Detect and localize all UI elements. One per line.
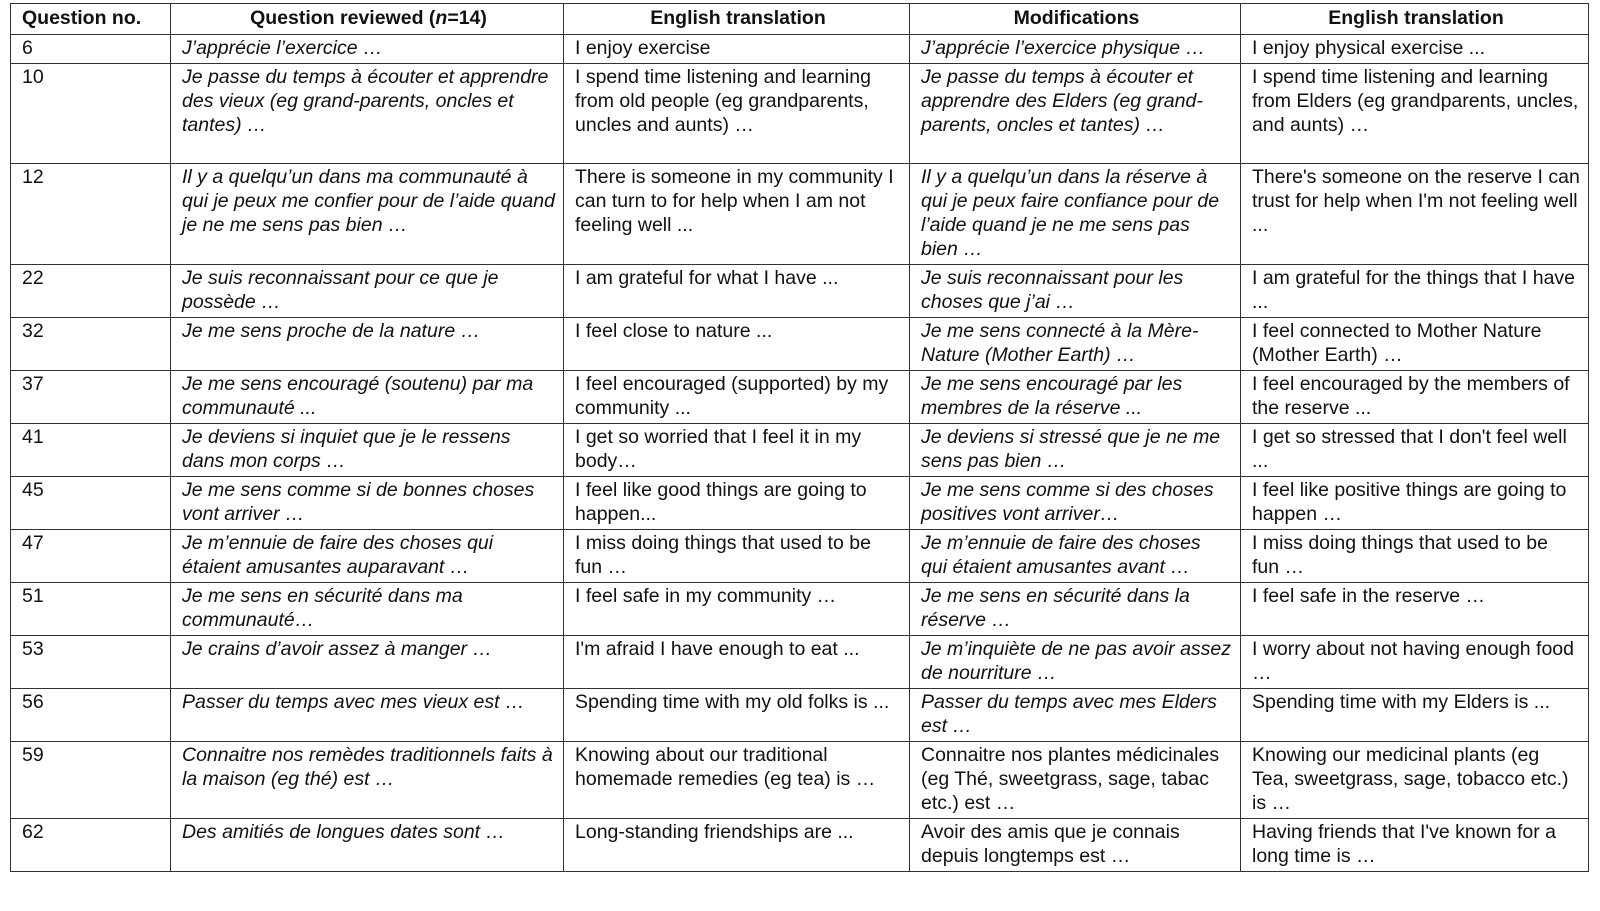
modification-cell: Je me sens comme si des choses positives vont arriver… xyxy=(910,477,1241,530)
modified-english-translation-cell: Spending time with my Elders is ... xyxy=(1241,689,1589,742)
modified-english-translation-cell: I spend time listening and learning from Elders (eg grandparents, uncles, and aunts) … xyxy=(1241,64,1589,164)
table-row xyxy=(11,819,1589,872)
table-header xyxy=(11,4,1589,35)
question-no-cell: 12 xyxy=(11,164,171,265)
english-translation-cell: I'm afraid I have enough to eat ... xyxy=(564,636,910,689)
modification-cell: J’apprécie l’exercice physique … xyxy=(910,35,1241,64)
question-reviewed-cell: Je m’ennuie de faire des choses qui étaient amusantes auparavant … xyxy=(171,530,564,583)
modified-english-translation-cell: I miss doing things that used to be fun … xyxy=(1241,530,1589,583)
modification-cell: Je me sens connecté à la Mère-Nature (Mother Earth) … xyxy=(910,318,1241,371)
modified-english-translation-cell: I am grateful for the things that I have ... xyxy=(1241,265,1589,318)
english-translation-cell: I feel encouraged (supported) by my community ... xyxy=(564,371,910,424)
english-translation-cell: I am grateful for what I have ... xyxy=(564,265,910,318)
english-translation-cell: I enjoy exercise xyxy=(564,35,910,64)
table-row xyxy=(11,35,1589,64)
english-translation-cell: I feel like good things are going to happen... xyxy=(564,477,910,530)
modification-cell: Je me sens encouragé par les membres de la réserve ... xyxy=(910,371,1241,424)
question-no-cell: 41 xyxy=(11,424,171,477)
question-reviewed-cell: J’apprécie l’exercice … xyxy=(171,35,564,64)
modification-cell: Je m’inquiète de ne pas avoir assez de nourriture … xyxy=(910,636,1241,689)
table-row xyxy=(11,318,1589,371)
modified-english-translation-cell: I feel safe in the reserve … xyxy=(1241,583,1589,636)
question-no-cell: 59 xyxy=(11,742,171,819)
modification-cell: Je m’ennuie de faire des choses qui étaient amusantes avant … xyxy=(910,530,1241,583)
header-text: Modifications xyxy=(1013,7,1140,29)
english-translation-cell: I miss doing things that used to be fun … xyxy=(564,530,910,583)
table-row xyxy=(11,265,1589,318)
table-body xyxy=(11,35,1589,872)
table-row xyxy=(11,689,1589,742)
modified-english-translation-cell: Knowing our medicinal plants (eg Tea, sweetgrass, sage, tobacco etc.) is … xyxy=(1241,742,1589,819)
english-translation-cell: Knowing about our traditional homemade remedies (eg tea) is … xyxy=(564,742,910,819)
header-modifications xyxy=(910,4,1241,35)
question-reviewed-cell: Des amitiés de longues dates sont … xyxy=(171,819,564,872)
header-n-symbol: n xyxy=(435,7,448,29)
header-question-no xyxy=(11,4,171,35)
question-reviewed-cell: Je me sens comme si de bonnes choses vont arriver … xyxy=(171,477,564,530)
header-row xyxy=(11,4,1589,35)
modified-english-translation-cell: I worry about not having enough food … xyxy=(1241,636,1589,689)
question-reviewed-cell: Je me sens encouragé (soutenu) par ma communauté ... xyxy=(171,371,564,424)
questionnaire-modifications-table xyxy=(10,3,1589,872)
header-text: English translation xyxy=(650,7,826,29)
modified-english-translation-cell: Having friends that I've known for a long time is … xyxy=(1241,819,1589,872)
question-reviewed-cell: Je passe du temps à écouter et apprendre des vieux (eg grand-parents, oncles et tantes) … xyxy=(171,64,564,164)
question-reviewed-cell: Passer du temps avec mes vieux est … xyxy=(171,689,564,742)
table-row xyxy=(11,530,1589,583)
question-no-cell: 22 xyxy=(11,265,171,318)
english-translation-cell: Spending time with my old folks is ... xyxy=(564,689,910,742)
modification-cell: Je me sens en sécurité dans la réserve … xyxy=(910,583,1241,636)
header-text: English translation xyxy=(1328,7,1504,29)
header-modified-english-translation xyxy=(1241,4,1589,35)
question-no-cell: 32 xyxy=(11,318,171,371)
table-row xyxy=(11,424,1589,477)
english-translation-cell: There is someone in my community I can turn to for help when I am not feeling well ... xyxy=(564,164,910,265)
modified-english-translation-cell: I feel like positive things are going to happen … xyxy=(1241,477,1589,530)
header-english-translation xyxy=(564,4,910,35)
modified-english-translation-cell: I feel connected to Mother Nature (Mother Earth) … xyxy=(1241,318,1589,371)
modified-english-translation-cell: I enjoy physical exercise ... xyxy=(1241,35,1589,64)
question-no-cell: 51 xyxy=(11,583,171,636)
question-no-cell: 45 xyxy=(11,477,171,530)
header-question-reviewed xyxy=(171,4,564,35)
modification-cell: Je deviens si stressé que je ne me sens pas bien … xyxy=(910,424,1241,477)
question-no-cell: 56 xyxy=(11,689,171,742)
question-reviewed-cell: Il y a quelqu’un dans ma communauté à qui je peux me confier pour de l’aide quand je ne me sens pas bien … xyxy=(171,164,564,265)
modification-cell: Connaitre nos plantes médicinales (eg Thé, sweetgrass, sage, tabac etc.) est … xyxy=(910,742,1241,819)
question-reviewed-cell: Je suis reconnaissant pour ce que je possède … xyxy=(171,265,564,318)
table-row xyxy=(11,164,1589,265)
question-no-cell: 10 xyxy=(11,64,171,164)
modified-english-translation-cell: I get so stressed that I don't feel well ... xyxy=(1241,424,1589,477)
question-no-cell: 6 xyxy=(11,35,171,64)
table-row xyxy=(11,477,1589,530)
question-reviewed-cell: Connaitre nos remèdes traditionnels faits à la maison (eg thé) est … xyxy=(171,742,564,819)
question-reviewed-cell: Je me sens en sécurité dans ma communauté… xyxy=(171,583,564,636)
table-row xyxy=(11,742,1589,819)
table-row xyxy=(11,583,1589,636)
question-no-cell: 47 xyxy=(11,530,171,583)
question-reviewed-cell: Je crains d’avoir assez à manger … xyxy=(171,636,564,689)
table-row xyxy=(11,64,1589,164)
table-row xyxy=(11,636,1589,689)
header-text: Question no. xyxy=(22,7,142,29)
header-text: Question reviewed ( xyxy=(250,7,436,29)
question-reviewed-cell: Je me sens proche de la nature … xyxy=(171,318,564,371)
english-translation-cell: Long-standing friendships are ... xyxy=(564,819,910,872)
question-no-cell: 37 xyxy=(11,371,171,424)
modification-cell: Avoir des amis que je connais depuis longtemps est … xyxy=(910,819,1241,872)
modification-cell: Je suis reconnaissant pour les choses que j’ai … xyxy=(910,265,1241,318)
modification-cell: Il y a quelqu’un dans la réserve à qui je peux faire confiance pour de l’aide quand je ne me sens pas bien … xyxy=(910,164,1241,265)
table-row xyxy=(11,371,1589,424)
english-translation-cell: I get so worried that I feel it in my body… xyxy=(564,424,910,477)
header-text-suffix: =14) xyxy=(447,7,487,29)
english-translation-cell: I feel safe in my community … xyxy=(564,583,910,636)
english-translation-cell: I spend time listening and learning from old people (eg grandparents, uncles and aunts) … xyxy=(564,64,910,164)
question-no-cell: 53 xyxy=(11,636,171,689)
question-reviewed-cell: Je deviens si inquiet que je le ressens dans mon corps … xyxy=(171,424,564,477)
modification-cell: Passer du temps avec mes Elders est … xyxy=(910,689,1241,742)
english-translation-cell: I feel close to nature ... xyxy=(564,318,910,371)
modified-english-translation-cell: I feel encouraged by the members of the reserve ... xyxy=(1241,371,1589,424)
question-no-cell: 62 xyxy=(11,819,171,872)
modified-english-translation-cell: There's someone on the reserve I can trust for help when I'm not feeling well ... xyxy=(1241,164,1589,265)
modification-cell: Je passe du temps à écouter et apprendre des Elders (eg grand-parents, oncles et tantes) … xyxy=(910,64,1241,164)
